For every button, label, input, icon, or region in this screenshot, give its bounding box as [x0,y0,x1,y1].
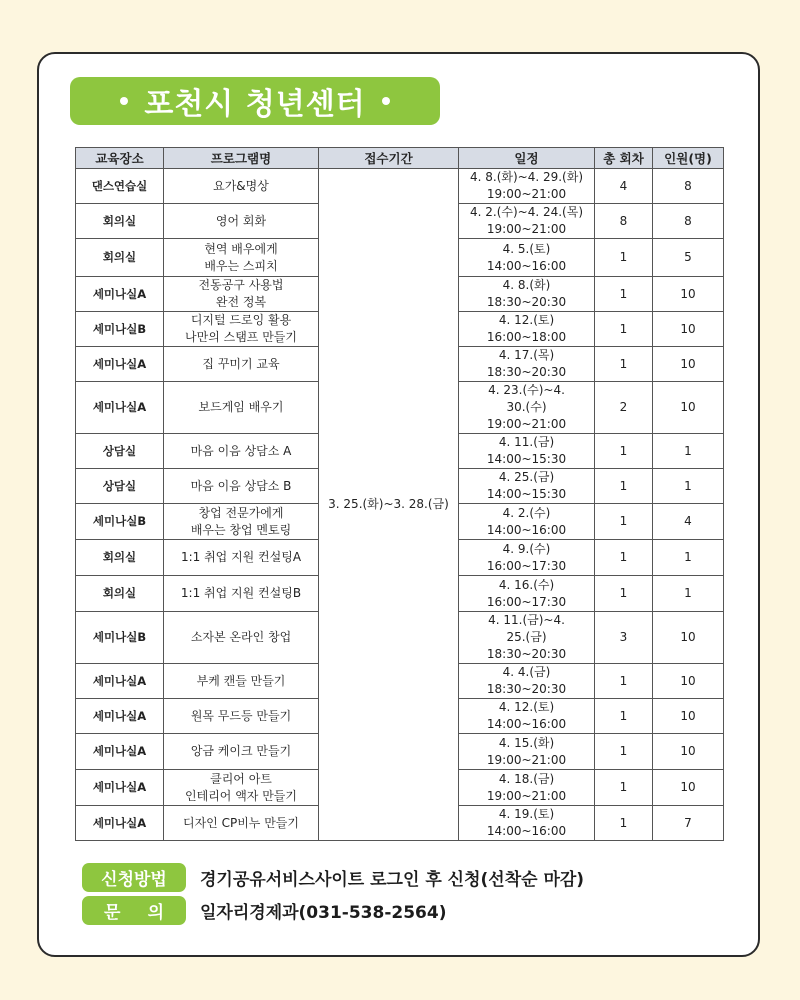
cell-line: 18:30~20:30 [486,647,567,661]
schedule-cell [459,204,595,239]
people-cell: 10 [653,382,724,434]
cell-line: 4. 12.(토) [498,700,555,714]
schedule-cell [459,699,595,734]
program-cell [164,664,319,699]
schedule-cell [459,169,595,204]
sessions-cell: 1 [595,540,653,576]
sessions-cell: 1 [595,347,653,382]
header-people: 인원(명) [653,148,724,169]
schedule-cell [459,770,595,806]
program-cell [164,612,319,664]
cell-line: 14:00~15:30 [486,452,567,466]
location-cell: 회의실 [76,540,164,576]
cell-line: 1:1 취업 지원 컨설팅B [180,586,302,600]
program-cell [164,576,319,612]
cell-line: 전동공구 사용법 [198,278,284,292]
cell-line: 14:00~16:00 [486,258,567,273]
cell-line: 4. 15.(화) [498,735,555,750]
people-cell: 10 [653,312,724,347]
program-cell [164,504,319,540]
cell-line: 4. 19.(토) [498,807,555,821]
schedule-cell [459,434,595,469]
cell-line: 디자인 CP비누 만들기 [183,815,299,830]
cell-line: 18:30~20:30 [486,682,567,696]
location-cell: 댄스연습실 [76,169,164,204]
cell-line: 보드게임 배우기 [198,400,284,414]
people-cell: 10 [653,734,724,770]
cell-line: 4. 8.(화)~4. 29.(화) [469,170,584,184]
header-location: 교육장소 [76,148,164,169]
sessions-cell: 1 [595,277,653,312]
people-cell: 1 [653,469,724,504]
bullet-dot-icon [382,97,390,105]
cell-line: 14:00~15:30 [486,487,567,501]
cell-line: 16:00~17:30 [486,594,567,609]
location-cell: 세미나실B [76,312,164,347]
cell-line: 클리어 아트 [210,771,272,786]
inquiry-label-char: 의 [147,903,164,923]
people-cell: 4 [653,504,724,540]
sessions-cell: 1 [595,806,653,841]
schedule-cell [459,312,595,347]
cell-line: 4. 18.(금) [498,771,555,786]
program-cell [164,434,319,469]
cell-line: 4. 2.(수) [502,505,551,520]
cell-line: 19:00~21:00 [486,222,567,236]
location-cell: 세미나실A [76,347,164,382]
people-cell: 1 [653,540,724,576]
cell-line: 부케 캔들 만들기 [196,673,286,688]
sessions-cell: 1 [595,664,653,699]
sessions-cell: 1 [595,734,653,770]
inquiry-label [82,896,186,925]
schedule-cell [459,734,595,770]
location-cell: 회의실 [76,204,164,239]
people-cell: 7 [653,806,724,841]
schedule-cell [459,347,595,382]
sessions-cell: 1 [595,434,653,469]
cell-line: 4. 12.(토) [498,313,555,327]
cell-line: 4. 16.(수) [498,577,555,592]
people-cell: 5 [653,239,724,277]
sessions-cell: 1 [595,469,653,504]
header-program: 프로그램명 [164,148,319,169]
cell-line: 마음 이음 상담소 A [190,443,292,458]
people-cell: 1 [653,434,724,469]
program-cell [164,204,319,239]
program-cell [164,734,319,770]
inquiry-label-char: 문 [104,903,121,923]
sessions-cell: 3 [595,612,653,664]
program-cell [164,469,319,504]
sessions-cell: 1 [595,239,653,277]
cell-line: 4. 2.(수)~4. 24.(목) [469,205,584,219]
cell-line: 소자본 온라인 창업 [190,630,292,644]
cell-line: 디지털 드로잉 활용 [190,313,292,327]
location-cell: 세미나실A [76,699,164,734]
program-cell [164,312,319,347]
people-cell: 10 [653,277,724,312]
cell-line: 4. 5.(토) [502,241,551,256]
schedule-cell [459,239,595,277]
registration-period-cell: 3. 25.(화)~3. 28.(금) [319,169,459,841]
program-table [75,147,724,841]
cell-line: 25.(금) [506,630,547,644]
cell-line: 앙금 케이크 만들기 [190,744,292,758]
program-cell [164,699,319,734]
inquiry-text: 일자리경제과(031-538-2564) [200,903,447,923]
cell-line: 배우는 창업 멘토링 [190,522,292,537]
header-sessions: 총 회차 [595,148,653,169]
people-cell: 8 [653,204,724,239]
cell-line: 4. 23.(수)~4. [488,383,565,397]
page-title-text: 포천시 청년센터 [144,87,366,122]
apply-method-row [82,863,584,892]
cell-line: 18:30~20:30 [486,365,567,379]
cell-line: 영어 회화 [215,213,267,228]
location-cell: 세미나실A [76,277,164,312]
cell-line: 4. 11.(금) [498,435,555,449]
cell-line: 마음 이음 상담소 B [190,478,292,493]
cell-line: 19:00~21:00 [486,752,567,767]
cell-line: 완전 정복 [215,295,267,309]
program-cell [164,277,319,312]
schedule-cell [459,576,595,612]
bullet-dot-icon [120,97,128,105]
cell-line: 14:00~16:00 [486,824,567,838]
program-cell [164,382,319,434]
cell-line: 집 꾸미기 교육 [202,356,280,371]
location-cell: 회의실 [76,239,164,277]
cell-line: 4. 8.(화) [502,278,551,292]
program-cell [164,540,319,576]
schedule-cell [459,469,595,504]
apply-method-label: 신청방법 [82,863,186,892]
location-cell: 상담실 [76,434,164,469]
cell-line: 19:00~21:00 [486,187,567,201]
people-cell: 10 [653,347,724,382]
location-cell: 세미나실B [76,504,164,540]
sessions-cell: 1 [595,770,653,806]
sessions-cell: 2 [595,382,653,434]
people-cell: 10 [653,699,724,734]
schedule-cell [459,612,595,664]
cell-line: 16:00~18:00 [486,330,567,344]
cell-line: 현역 배우에게 [204,241,278,256]
program-cell [164,770,319,806]
cell-line: 19:00~21:00 [486,417,567,431]
schedule-cell [459,664,595,699]
cell-line: 30.(수) [506,400,547,414]
location-cell: 세미나실A [76,734,164,770]
header-schedule: 일정 [459,148,595,169]
program-cell [164,239,319,277]
schedule-cell [459,277,595,312]
people-cell: 1 [653,576,724,612]
cell-line: 요가&명상 [213,178,269,193]
sessions-cell: 4 [595,169,653,204]
cell-line: 4. 25.(금) [498,470,555,484]
header-period: 접수기간 [319,148,459,169]
schedule-cell [459,806,595,841]
program-cell [164,347,319,382]
sessions-cell: 1 [595,576,653,612]
cell-line: 14:00~16:00 [486,522,567,537]
people-cell: 8 [653,169,724,204]
people-cell: 10 [653,664,724,699]
table-row [76,169,724,204]
page-title [70,77,440,125]
cell-line: 19:00~21:00 [486,788,567,803]
location-cell: 세미나실B [76,612,164,664]
cell-line: 나만의 스탬프 만들기 [185,330,297,344]
cell-line: 원목 무드등 만들기 [190,708,292,723]
cell-line: 14:00~16:00 [486,717,567,731]
cell-line: 창업 전문가에게 [198,505,284,520]
cell-line: 4. 11.(금)~4. [488,613,565,627]
cell-line: 배우는 스피치 [204,258,278,273]
sessions-cell: 1 [595,504,653,540]
cell-line: 16:00~17:30 [486,558,567,573]
schedule-cell [459,504,595,540]
inquiry-row [82,896,446,925]
cell-line: 1:1 취업 지원 컨설팅A [180,550,302,564]
location-cell: 세미나실A [76,664,164,699]
sessions-cell: 1 [595,312,653,347]
people-cell: 10 [653,770,724,806]
cell-line: 4. 4.(금) [502,665,551,679]
location-cell: 세미나실A [76,382,164,434]
cell-line: 인테리어 액자 만들기 [185,788,297,803]
cell-line: 4. 9.(수) [502,541,551,556]
location-cell: 상담실 [76,469,164,504]
location-cell: 세미나실A [76,770,164,806]
schedule-cell [459,540,595,576]
apply-method-text: 경기공유서비스사이트 로그인 후 신청(선착순 마감) [200,870,585,890]
table-header-row [76,148,724,169]
sessions-cell: 1 [595,699,653,734]
location-cell: 세미나실A [76,806,164,841]
people-cell: 10 [653,612,724,664]
program-cell [164,169,319,204]
sessions-cell: 8 [595,204,653,239]
cell-line: 18:30~20:30 [486,295,567,309]
cell-line: 4. 17.(목) [498,348,555,362]
schedule-cell [459,382,595,434]
location-cell: 회의실 [76,576,164,612]
program-cell [164,806,319,841]
